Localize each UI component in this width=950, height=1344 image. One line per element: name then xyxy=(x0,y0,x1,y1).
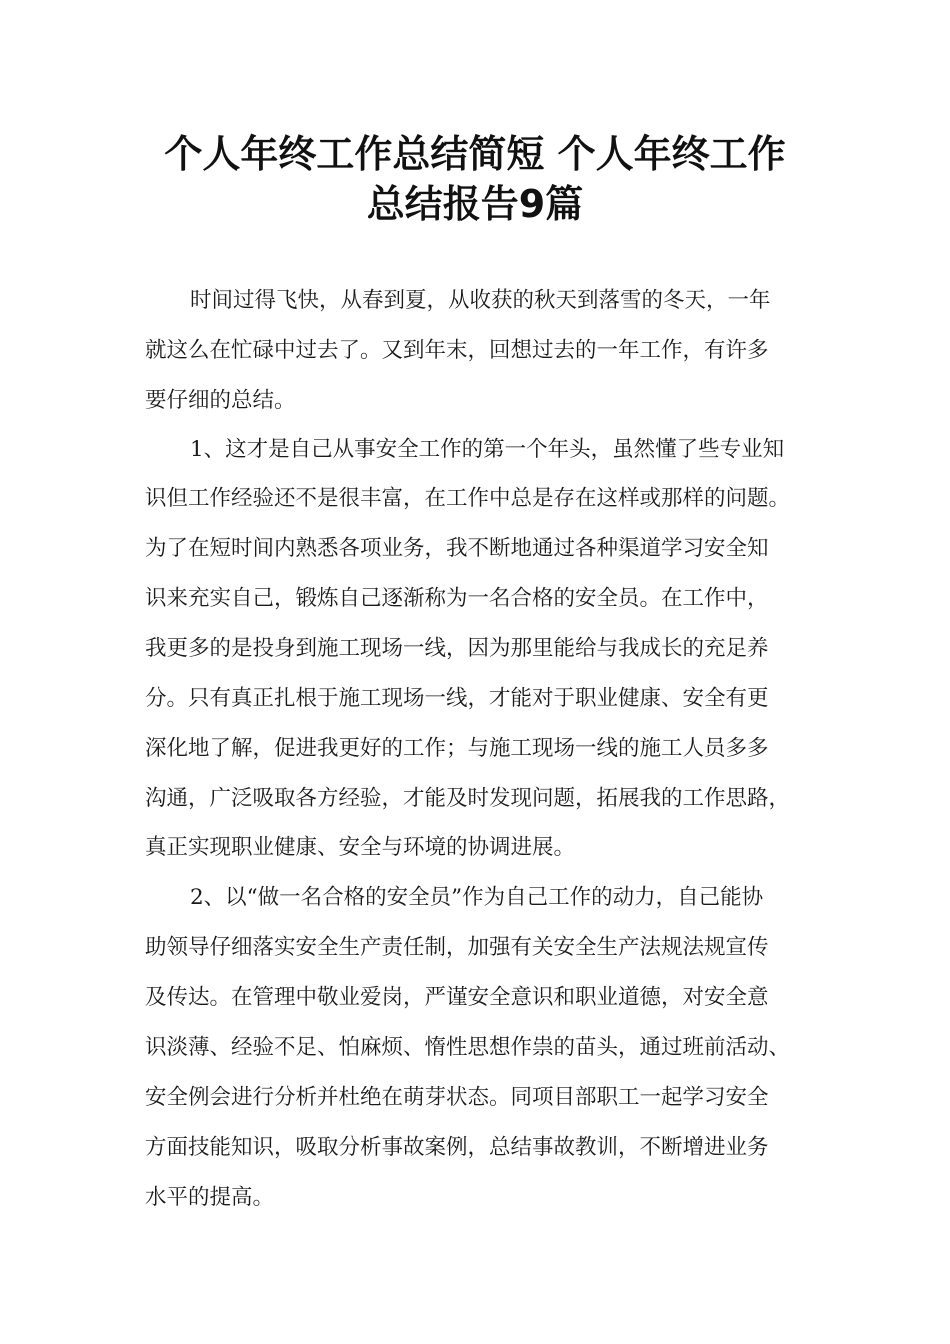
paragraph-1-line: 1、这才是自己从事安全工作的第一个年头，虽然懂了些专业知 xyxy=(190,437,785,462)
paragraph-1-line: 深化地了解，促进我更好的工作；与施工现场一线的施工人员多多 xyxy=(145,736,769,761)
paragraph-2-line: 助领导仔细落实安全生产责任制，加强有关安全生产法规法规宣传 xyxy=(145,935,769,960)
document-title-line-2: 总结报告9篇 xyxy=(366,182,584,226)
paragraph-intro-line: 要仔细的总结。 xyxy=(145,388,296,413)
paragraph-2-line: 2、以“做一名合格的安全员”作为自己工作的动力，自己能协 xyxy=(190,885,764,910)
paragraph-2-line: 方面技能知识，吸取分析事故案例，总结事故教训，不断增进业务 xyxy=(145,1135,769,1160)
paragraph-1-line: 为了在短时间内熟悉各项业务，我不断地通过各种渠道学习安全知 xyxy=(145,536,769,561)
paragraph-2-line: 安全例会进行分析并杜绝在萌芽状态。同项目部职工一起学习安全 xyxy=(145,1085,769,1110)
paragraph-intro-line: 就这么在忙碌中过去了。又到年末，回想过去的一年工作，有许多 xyxy=(145,338,769,363)
paragraph-1-line: 识来充实自己，锻炼自己逐渐称为一名合格的安全员。在工作中， xyxy=(145,586,769,611)
paragraph-1-line: 我更多的是投身到施工现场一线，因为那里能给与我成长的充足养 xyxy=(145,636,769,661)
paragraph-1-line: 真正实现职业健康、安全与环境的协调进展。 xyxy=(145,835,576,860)
paragraph-1-line: 沟通，广泛吸取各方经验，才能及时发现问题，拓展我的工作思路， xyxy=(145,786,791,811)
document-title-line-1: 个人年终工作总结简短 个人年终工作 xyxy=(164,132,786,176)
paragraph-2-line: 识淡薄、经验不足、怕麻烦、惰性思想作祟的苗头，通过班前活动、 xyxy=(145,1035,791,1060)
paragraph-2-line: 水平的提高。 xyxy=(145,1185,275,1210)
paragraph-2-line: 及传达。在管理中敬业爱岗，严谨安全意识和职业道德，对安全意 xyxy=(145,985,769,1010)
paragraph-intro-line: 时间过得飞快，从春到夏，从收获的秋天到落雪的冬天，一年 xyxy=(190,288,771,313)
paragraph-1-line: 分。只有真正扎根于施工现场一线，才能对于职业健康、安全有更 xyxy=(145,686,769,711)
paragraph-1-line: 识但工作经验还不是很丰富，在工作中总是存在这样或那样的问题。 xyxy=(145,486,791,511)
